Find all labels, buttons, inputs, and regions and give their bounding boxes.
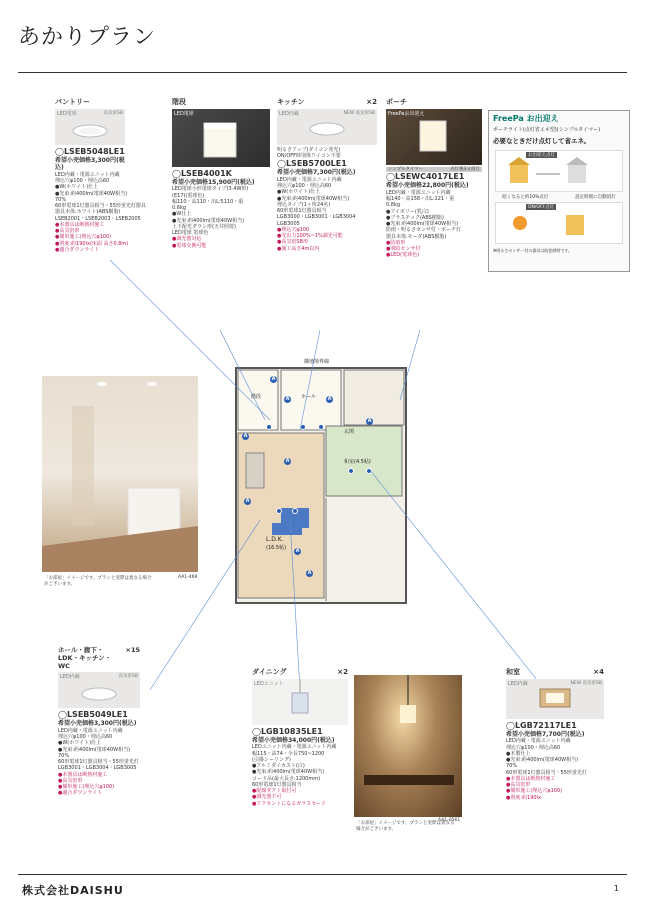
model-number: ◯LSEB5700LE1 — [277, 159, 347, 169]
product-photo — [506, 679, 604, 719]
spec-line: ●調光器不可 — [252, 794, 282, 801]
page-title: あかりプラン — [18, 25, 157, 50]
spec-line: (E17)(電球色) — [172, 192, 205, 199]
spec-line: 器具本体:モーダ(ABS樹脂) — [386, 233, 447, 240]
spec-list — [58, 728, 140, 772]
freepa-headline: 必要なときだけ点灯して省エネ。 — [493, 137, 591, 145]
spec-list — [506, 738, 604, 776]
spec-line: LSEB2001・LSEB2003・LSEB2005 — [55, 215, 141, 222]
spec-line: LED電球小形電球タイプ(3.4W形) — [172, 186, 249, 193]
spec-line: ●電球交換可能 — [172, 242, 207, 249]
spec-line: 埋込穴φ100・埋込高60 — [277, 183, 332, 189]
spec-line: ●本器具は断熱材施工 — [55, 221, 105, 228]
dining-photo-caption: 「お部屋」イメージです。プランと実際は異なる場合がございます。 — [356, 821, 455, 832]
notes-list — [58, 772, 140, 797]
price: 希望小売価格7,300円(税込) — [277, 169, 356, 177]
light-symbol-a: A — [327, 396, 332, 402]
spec-line: 60形電球1灯器具相当・55形蛍光灯器具 — [55, 203, 146, 209]
card-count: ×2 — [366, 98, 377, 106]
price: 希望小売価格15,900円(税込) — [172, 178, 255, 186]
spec-line: ●調光器対応 — [172, 236, 202, 243]
feature-note-2: ON/OFF時別体ワイコン不要 — [277, 153, 341, 159]
spec-line: ●W(ホワイト)仕上 — [277, 189, 321, 196]
spec-line: ●本器具は断熱材施工 — [58, 771, 108, 778]
spec-line: ●明暗センサ付 — [386, 246, 421, 253]
photo-tag2: 高気密SB — [118, 674, 138, 680]
diagram-label: お出迎え点灯 — [528, 153, 555, 158]
photo-tag2: 高気密SB — [103, 110, 123, 116]
model-number: ◯LSEB5049LE1 — [58, 710, 128, 720]
spec-line: 70% — [58, 752, 70, 759]
spec-line: ●高気密形 — [506, 782, 531, 788]
spec-line: ●アクセントになるガラスセード — [252, 800, 326, 807]
product-card-washitsu — [506, 668, 604, 838]
spec-line: ●本器具は断熱材施工 — [506, 775, 556, 782]
spec-line: ●施工高さ4m以内 — [277, 245, 320, 252]
freepa-caption-2: 設定時刻に自動消灯 — [575, 195, 616, 200]
spec-line: LED内蔵・電源ユニット内蔵 — [58, 727, 123, 734]
spec-line: ●簡単施工(埋込穴φ100) — [55, 234, 112, 241]
spec-line: ●光束:約400lm(電球40W相当) — [277, 195, 350, 202]
spec-line: ●適合ダウンライト — [55, 246, 100, 253]
spec-line: 埋込穴φ100・埋込高60 — [58, 734, 113, 741]
spec-line: LGB3005 — [277, 220, 300, 227]
spec-line: ●アルミダイカスト(白) — [252, 763, 305, 769]
spec-line: ●光出力100%~1%調光可能 — [277, 233, 343, 239]
spec-line: ●簡単施工(埋込穴φ100) — [58, 784, 115, 791]
card-room-name: キッチン — [277, 98, 305, 106]
model-number: ◯LGB10835LE1 — [252, 726, 323, 736]
spec-line: LED内蔵・電源ユニット内蔵 — [386, 189, 451, 196]
spec-line: ●光束:約400lm(電球40W相当) — [386, 221, 459, 228]
spec-line: ●照度:約190lx — [506, 794, 541, 801]
spec-line: ●プラスチック(ABS樹脂) — [386, 214, 444, 221]
footer-divider — [18, 874, 627, 875]
light-symbol-a: A — [295, 548, 300, 554]
plan-kaidan-label: 階段 — [251, 394, 262, 400]
spec-line: 埋込タイプ(1ヶ所24名) — [277, 201, 331, 208]
freepa-subtitle: ポーチライト(点灯省エネ型)(シンプルタイマー) — [493, 127, 601, 133]
price: 希望小売価格22,800円(税込) — [386, 182, 469, 190]
spec-line: ●配線ダクト取付可 — [252, 788, 297, 794]
plan-ldk-label: L.D.K. — [266, 536, 284, 543]
card-count: ×4 — [593, 668, 604, 676]
hall-photo-code: AA1-469 — [178, 575, 198, 580]
hall-photo-caption: 「お部屋」イメージです。プランと実際は異なる場合がございます。 — [44, 576, 152, 587]
card-room-name: パントリー — [55, 98, 90, 106]
spec-line: ●W仕上 — [172, 211, 192, 218]
photo-tag: FreePaお出迎え — [388, 110, 425, 117]
spec-line: 埋込穴φ100・埋込高60 — [55, 178, 110, 184]
photo-tag2: NEW 高気密SB — [343, 110, 375, 116]
spec-line: ●W(ホワイト)仕上 — [58, 740, 102, 747]
photo-tag2: NEW 高気密SB — [570, 680, 602, 686]
spec-line: 幅110・高110・出L:5110・重 — [172, 198, 244, 205]
spec-line: ●LED(電球色) — [386, 252, 420, 259]
spec-line: LED電球 電球色 — [172, 230, 209, 236]
spec-line: LGB3001・LGB3004・LGB3005 — [58, 765, 137, 772]
spec-line: コード吊(最大長さ:1200mm) — [252, 775, 321, 782]
spec-line: 70% — [506, 763, 518, 770]
spec-line: 70% — [55, 196, 67, 203]
photo-tag: LED電球 — [57, 110, 77, 117]
timer-label-2: 点灯後3分消灯 — [450, 166, 480, 172]
dining-photo-code: AA1-0561 — [438, 818, 461, 823]
light-symbol-a: A — [367, 418, 372, 424]
spec-line: 埋込穴φ100・埋込高60 — [506, 744, 561, 751]
spec-line: LGB3000・LGB3001・LGB3004 — [277, 214, 356, 221]
spec-line: 幅140・高158・出L:121・重 — [386, 196, 455, 203]
light-symbol-a: A — [243, 433, 248, 439]
light-symbol-a: A — [285, 458, 290, 464]
light-symbol-a: A — [285, 396, 290, 402]
light-symbol-a: A — [245, 498, 250, 504]
timer-label: シンプルタイマー — [388, 166, 424, 172]
plan-hall-label: ホール — [301, 394, 316, 400]
card-room-name: ポーチ — [386, 98, 407, 106]
spec-line: ●防雨形 — [386, 239, 406, 246]
spec-line: 幅115・高74・全長750~1200 — [252, 750, 325, 757]
spec-line: ●簡単施工(埋込穴φ100) — [506, 788, 563, 795]
model-number: ◯LSEB4001K — [172, 168, 232, 178]
price: 希望小売価格3,300円(税込) — [55, 156, 125, 172]
card-count: ×2 — [337, 668, 348, 676]
product-card-hall — [58, 646, 140, 826]
plan-washitsu-label: 和室(4.5帖) — [344, 459, 371, 465]
spec-line: ●アイボリー(乳白) — [386, 208, 429, 215]
spec-line: ●高気密SB形 — [277, 239, 308, 246]
spec-list — [252, 744, 348, 788]
spec-line: ●高気密形 — [58, 777, 83, 784]
spec-line: 上下配光ダウン形(天井照射) — [172, 223, 236, 230]
spec-line: (引掛シーリング) — [252, 756, 291, 763]
card-room-name: 和室 — [506, 668, 520, 676]
card-count: ×15 — [125, 646, 140, 654]
spec-line: 60形電球1灯器具相当 — [277, 208, 327, 214]
spec-line: ●高気密形 — [55, 228, 80, 234]
product-card-dining — [252, 668, 348, 858]
product-photo — [252, 679, 348, 725]
photo-tag: LED電球 — [174, 110, 194, 117]
feature-note: 明るさアップ(ダイコン発光) — [277, 146, 341, 153]
photo-tag: LED内蔵 — [60, 674, 80, 681]
spec-line: 器具本体:ホワイト(ABS樹脂) — [55, 209, 121, 216]
spec-line: 60形電球1灯器具相当 — [252, 781, 302, 788]
light-symbol-a: A — [307, 570, 312, 576]
plan-top-label: 隣地境界線 — [304, 359, 330, 365]
spec-line: LED内蔵・電源ユニット内蔵 — [277, 176, 342, 183]
photo-tag: LED内蔵 — [279, 110, 299, 117]
notes-list — [506, 776, 604, 801]
model-number: ◯LSEB5048LE1 — [55, 146, 125, 156]
spec-line: ●光束:約400lm(電球40W相当) — [58, 746, 131, 753]
spec-line: LED内蔵・電源ユニット内蔵 — [55, 171, 120, 178]
spec-line: ●光束:約400lm(電球40W相当) — [55, 190, 128, 197]
freepa-footnote: ※明るさセンサー付の器具は防犯照明です。 — [493, 248, 573, 253]
model-number: ◯LGB72117LE1 — [506, 720, 577, 730]
spec-line: ●適合ダウンライト — [58, 790, 103, 797]
product-photo — [58, 672, 140, 708]
spec-line: ●光束:約400lm(電球40W相当) — [172, 217, 245, 224]
spec-line: ●W(ホワイト)仕上 — [55, 184, 99, 191]
plan-entrance-label: 玄関 — [344, 429, 355, 435]
photo-tag: LED内蔵 — [508, 680, 528, 687]
spec-line: ●埋込穴φ100 — [277, 226, 310, 233]
notes-list — [252, 788, 348, 807]
price: 希望小売価格7,700円(税込) — [506, 730, 585, 738]
price: 希望小売価格3,300円(税込) — [58, 720, 137, 728]
card-room-name: 階段 — [172, 98, 186, 106]
spec-line: LEDユニット内蔵・電源ユニット内蔵 — [252, 744, 337, 751]
spec-line: 60形電球1灯器具相当・55形蛍光灯 — [506, 769, 587, 776]
spec-line: ●光束:約400lm(電球40W相当) — [252, 769, 325, 776]
dining-interior-image — [354, 675, 462, 817]
spec-line: 0.8kg — [386, 202, 401, 209]
freepa-title: FreePa お出迎え — [493, 114, 559, 123]
plan-ldk-size: (16.5帖) — [266, 545, 287, 551]
photo-tag: LEDユニット — [254, 680, 284, 687]
model-number: ◯LSEWC4017LE1 — [386, 172, 465, 182]
spec-line: ●光束:約400lm(電球40W相当) — [506, 757, 579, 763]
spec-line: 60形電球1灯器具相当・55形蛍光灯 — [58, 759, 139, 766]
page-number: 1 — [613, 884, 619, 893]
price: 希望小売価格34,000円(税込) — [252, 736, 335, 744]
freepa-caption-1: 暗くなると約10%点灯 — [502, 195, 549, 200]
card-room-name: ダイニング — [252, 668, 287, 676]
dining-photo — [354, 675, 462, 817]
company-name: 株式会社DAISHU — [22, 884, 124, 897]
spec-line: 防雨・明るさセンサ付・ポーチ灯 — [386, 227, 462, 234]
spec-line: LED内蔵・電源ユニット内蔵 — [506, 738, 571, 745]
card-room-name: ホール・廊下・ LDK・キッチン・ WC — [58, 646, 112, 671]
spec-line: ●照度:約190lx(床面 高さ0.8m) — [55, 240, 129, 247]
diagram-label: ON/OFF点灯 — [528, 205, 555, 210]
spec-line: 0.6kg — [172, 205, 187, 211]
spec-line: ●木製仕上 — [506, 750, 531, 757]
light-symbol-a: A — [271, 376, 276, 382]
